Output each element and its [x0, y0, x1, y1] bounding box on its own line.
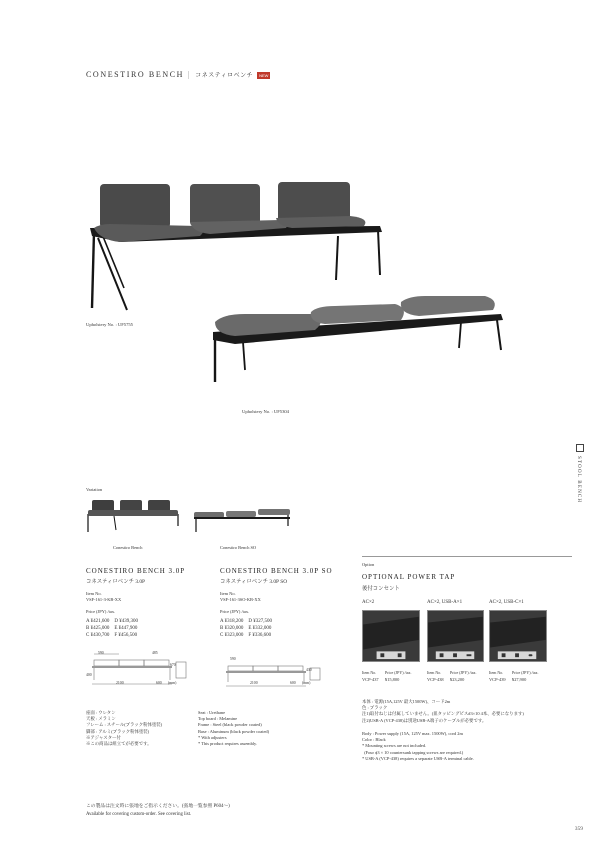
tap-price-label-3: Price (JPY) /tax.: [512, 670, 539, 675]
photo-caption-2: Upholstery No. : UF5304: [242, 409, 289, 414]
option-notes-jp: [362, 699, 577, 724]
item-label: Item No.: [86, 591, 102, 596]
power-tap-image-3: [489, 610, 547, 662]
material-line: ※この商品は組立てが必要です。: [86, 741, 152, 747]
price-row: C ¥430,700 F ¥456,500: [86, 632, 138, 638]
dimension-drawing-2: [220, 656, 330, 690]
variation-bench-image: [84, 496, 184, 536]
material-line: ※アジャスター付: [86, 734, 121, 740]
price-label: Price (JPY) /tax.: [86, 609, 116, 615]
power-tap-image-1: [362, 610, 420, 662]
note-line: 注2)USB-A (VCP-438)は別途USB-A端子のケーブルが必要です。: [362, 717, 487, 723]
tap-price-label-1: Price (JPY) /tax.: [385, 670, 412, 675]
product-name: CONESTIRO BENCH 3.0P: [86, 567, 186, 575]
product-name-jp: コネスティロベンチ 3.0P SO: [220, 579, 288, 585]
footer-note-en: Available for covering custom-order. See covering list.: [86, 812, 192, 817]
price-row: B ¥320,000 E ¥332,000: [220, 625, 272, 631]
bench-photo-so: [205, 290, 525, 400]
note-line: * Mounting screws are not included.: [362, 743, 427, 749]
item-number: VSF-161-3SO-KB-XX: [220, 597, 261, 603]
dim-segment: 590: [230, 657, 236, 661]
material-line: Frame : Steel (black powder coated): [198, 722, 262, 728]
footer-note-jp: この製品は注文時に張地をご指示ください。(張地一覧参照 P604〜): [86, 804, 230, 809]
material-line: 天板 : メラミン: [86, 716, 116, 722]
power-tap-image-2: [427, 610, 484, 662]
tap-item-label-3: Item No.: [489, 670, 504, 675]
product-block-1: [86, 567, 185, 639]
variation-bench-so-image: [192, 506, 292, 536]
title-en: CONESTIRO BENCH: [86, 70, 185, 79]
item-number: VSF-161-3-KB-XX: [86, 597, 122, 603]
price-row: A ¥318,200 D ¥327,500: [220, 618, 272, 624]
tap-item-2: VCP-438: [427, 677, 444, 682]
new-badge: NEW: [259, 72, 269, 78]
tap-item-label-2: Item No.: [427, 670, 442, 675]
option-divider: [362, 556, 572, 557]
option-title-jp: 後付コンセント: [362, 586, 400, 592]
page-title: [86, 70, 270, 79]
side-tab-label: STOOL BENCH: [576, 456, 581, 504]
material-line: 脚部 : アルミ(ブラック粉体塗装): [86, 728, 150, 734]
side-tab: [574, 444, 586, 503]
material-line: Seat : Urethane: [198, 710, 226, 715]
price-row: A ¥421,600 D ¥439,300: [86, 618, 138, 624]
price-row: C ¥323,000 F ¥336,600: [220, 632, 272, 638]
product-block-2: [220, 567, 333, 639]
title-jp: コネスティロベンチ: [195, 73, 254, 79]
material-line: * This product requires assembly.: [198, 741, 258, 747]
option-label: Option: [362, 562, 375, 567]
note-line: * USB-A (VCP-438) requires a separate USB-A terminal cable.: [362, 755, 474, 761]
dim-depth: 600: [156, 681, 162, 685]
product-name: CONESTIRO BENCH 3.0P SO: [220, 567, 333, 575]
title-separator: |: [188, 70, 192, 79]
dim-unit: (mm): [302, 681, 311, 685]
material-line: Top board : Melamine: [198, 716, 238, 722]
note-line: 本体 : 電源(15A,125V 最大1500W)、コード2m: [362, 699, 451, 704]
note-line: (Four ϕ3 × 10 countersunk tapping screws are required.): [362, 749, 464, 755]
materials-en: [198, 710, 269, 747]
tap-price-2: ¥23,200: [450, 677, 465, 682]
variation-heading: Variation: [86, 487, 103, 492]
page-number: 359: [574, 826, 583, 832]
material-line: フレーム : スチール(ブラック粉体塗装): [86, 722, 163, 728]
tap-name-1: AC×2: [362, 600, 375, 605]
note-line: Body : Power supply (15A, 125V max. 1500W), cord 2m: [362, 731, 463, 736]
dim-seat: 485: [152, 651, 158, 655]
variation-item-2: Conestiro Bench SO: [220, 545, 257, 550]
option-title: OPTIONAL POWER TAP: [362, 573, 456, 581]
dim-depth: 600: [290, 681, 296, 685]
price-row: B ¥425,000 E ¥447,900: [86, 625, 138, 631]
photo-caption-1: Upholstery No. : UF5755: [86, 322, 133, 327]
note-line: Color : Black: [362, 737, 386, 743]
tap-price-3: ¥27,900: [512, 677, 527, 682]
tap-name-2: AC×2, USB-A×1: [427, 600, 463, 605]
material-line: Base : Aluminum (black powder coated): [198, 728, 270, 734]
dim-width: 2100: [250, 681, 258, 685]
product-name-jp: コネスティロベンチ 3.0P: [86, 579, 146, 585]
tap-name-3: AC×2, USB-C×1: [489, 600, 524, 605]
dim-segment: 590: [98, 651, 104, 655]
price-label: Price (JPY) /tax.: [220, 609, 250, 615]
tap-item-3: VCP-439: [489, 677, 506, 682]
dim-width: 2100: [116, 681, 124, 685]
note-line: 注1)取付ねじは付属していません。(皿タッピングビス#3×10 4本、必要になります): [362, 711, 524, 717]
dim-height: 430: [306, 668, 312, 672]
dim-height-2: 670: [170, 663, 176, 667]
tap-item-label-1: Item No.: [362, 670, 377, 675]
note-line: 色 : ブラック: [362, 705, 388, 711]
side-tab-marker: [576, 444, 584, 452]
material-line: 座面 : ウレタン: [86, 710, 116, 715]
option-notes-en: [362, 731, 577, 762]
item-label: Item No.: [220, 591, 236, 596]
materials-jp: [86, 710, 162, 747]
tap-item-1: VCP-437: [362, 677, 379, 682]
material-line: * With adjusters: [198, 734, 227, 740]
variation-item-1: Conestiro Bench: [113, 545, 143, 550]
dim-height-1: 400: [86, 673, 92, 677]
dim-unit: (mm): [168, 681, 177, 685]
tap-price-1: ¥15,800: [385, 677, 400, 682]
tap-price-label-2: Price (JPY) /tax.: [450, 670, 477, 675]
